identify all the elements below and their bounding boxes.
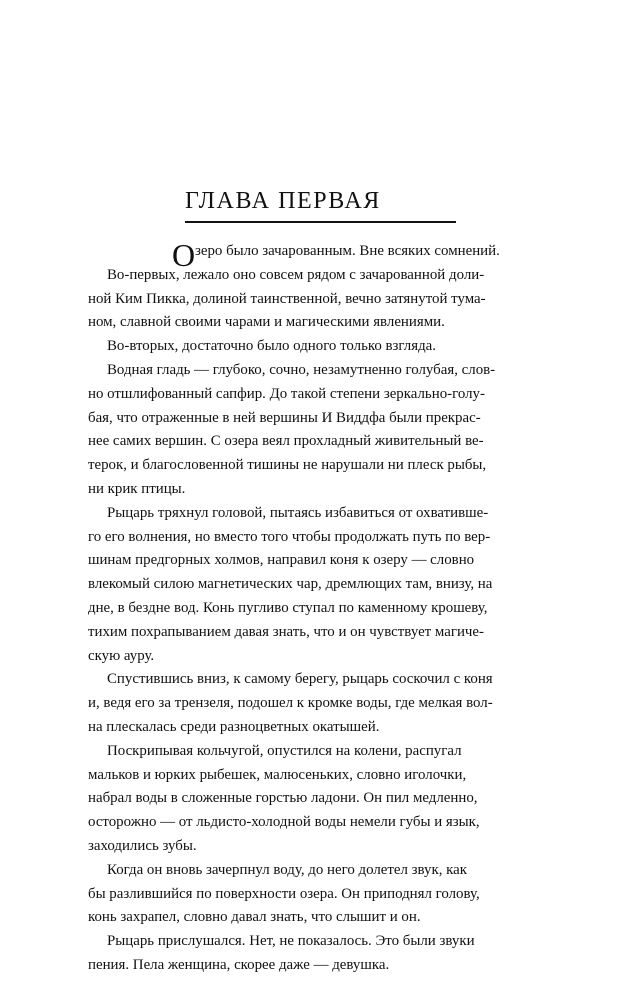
text-line: заходились зубы. bbox=[88, 837, 197, 854]
text-line: шинам предгорных холмов, направил коня к озеру — словно bbox=[88, 552, 475, 569]
text-line: бы разлившийся по поверхности озера. Он приподнял голову, bbox=[88, 885, 480, 902]
text-line: мальков и юрких рыбешек, малюсеньких, словно иголочки, bbox=[88, 766, 467, 783]
text-line: но отшлифованный сапфир. До такой степени зеркально-голу- bbox=[88, 385, 485, 402]
text-line: го его волнения, но вместо того чтобы продолжать путь по вер- bbox=[88, 528, 491, 545]
text-line: Поскрипывая кольчугой, опустился на колени, распугал bbox=[107, 742, 462, 759]
body-text bbox=[88, 237, 500, 978]
text-line: тихим похрапыванием давая знать, что и он чувствует магиче- bbox=[88, 623, 484, 640]
text-line: конь захрапел, словно давал знать, что слышит и он. bbox=[88, 909, 421, 926]
text-line: Во-вторых, достаточно было одного только взгляда. bbox=[107, 338, 436, 355]
text-line: дне, в бездне вод. Конь пугливо ступал по каменному крошеву, bbox=[88, 599, 488, 616]
paragraph-6 bbox=[88, 668, 493, 739]
text-line: Во-первых, лежало оно совсем рядом с зачарованной доли- bbox=[107, 266, 485, 283]
text-line: на плескалась среди разноцветных окатышей. bbox=[88, 718, 380, 735]
paragraph-7 bbox=[88, 740, 480, 859]
text-line: Водная гладь — глубоко, сочно, незамутненно голубая, слов- bbox=[107, 361, 496, 378]
text-line: Рыцарь прислушался. Нет, не показалось. Это были звуки bbox=[107, 933, 475, 950]
text-line: ной Ким Пикка, долиной таинственной, вечно затянутой тума- bbox=[88, 290, 486, 307]
text-line: набрал воды в сложенные горстью ладони. Он пил медленно, bbox=[88, 790, 478, 807]
text-line: бая, что отраженные в ней вершины И Виддфа были прекрас- bbox=[88, 409, 481, 426]
drop-cap: О bbox=[172, 237, 196, 273]
text-line: влекомый силою магнетических чар, дремлющих там, внизу, на bbox=[88, 576, 493, 593]
text-line: зеро было зачарованным. Вне всяких сомнений. bbox=[195, 243, 500, 259]
paragraph-8 bbox=[88, 859, 480, 930]
text-line: и, ведя его за трензеля, подошел к кромке воды, где мелкая вол- bbox=[88, 695, 493, 712]
paragraph-1 bbox=[88, 240, 500, 264]
text-line: Рыцарь тряхнул головой, пытаясь избавиться от охвативше- bbox=[107, 504, 489, 521]
paragraph-5 bbox=[88, 502, 493, 669]
text-line: нее самих вершин. С озера веял прохладный живительный ве- bbox=[88, 433, 484, 450]
chapter-title-underline bbox=[185, 221, 456, 223]
text-line: осторожно — от льдисто-холодной воды немели губы и язык, bbox=[88, 814, 480, 831]
paragraph-2 bbox=[88, 264, 486, 335]
text-line: ни крик птицы. bbox=[88, 480, 186, 497]
text-line: терок, и благословенной тишины не нарушали ни плеск рыбы, bbox=[88, 457, 487, 474]
paragraph-4 bbox=[88, 359, 496, 502]
chapter-title: ГЛАВА ПЕРВАЯ bbox=[185, 188, 381, 214]
text-line: Когда он вновь зачерпнул воду, до него долетел звук, как bbox=[107, 861, 468, 878]
text-line: скую ауру. bbox=[88, 647, 155, 664]
paragraph-3 bbox=[88, 335, 457, 359]
text-line: пения. Пела женщина, скорее даже — девушка. bbox=[88, 956, 390, 973]
text-line: ном, славной своими чарами и магическими явлениями. bbox=[88, 314, 445, 331]
paragraph-9 bbox=[88, 930, 475, 978]
text-line: Спустившись вниз, к самому берегу, рыцарь соскочил с коня bbox=[107, 671, 493, 688]
